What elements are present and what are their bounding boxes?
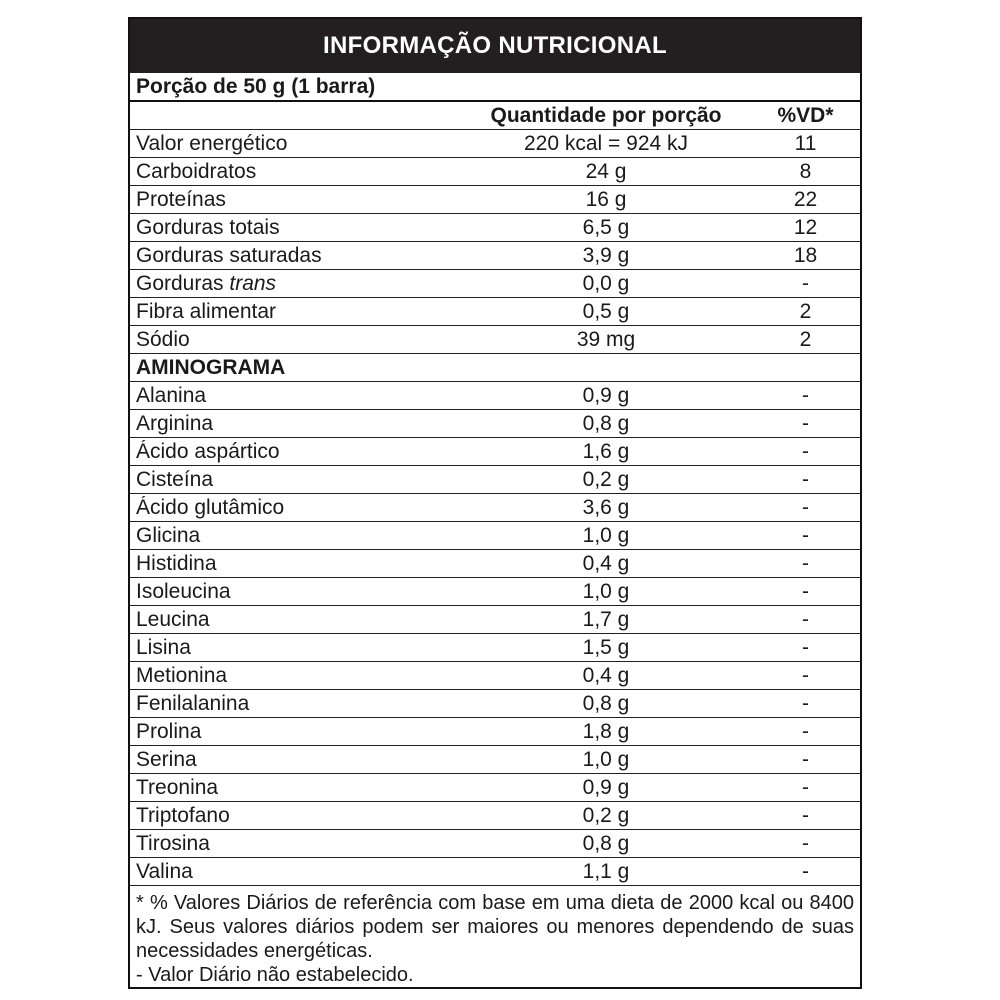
amino-name: Fenilalanina xyxy=(136,691,250,715)
portion-row xyxy=(130,73,860,102)
nutrient-vd: 2 xyxy=(799,327,812,351)
aminogram-title: AMINOGRAMA xyxy=(136,355,286,379)
amino-row xyxy=(130,438,860,466)
nutrient-row xyxy=(130,186,860,214)
amino-row xyxy=(130,410,860,438)
amino-name: Histidina xyxy=(136,551,217,575)
amino-name: Glicina xyxy=(136,523,201,547)
amino-row xyxy=(130,606,860,634)
nutrient-row xyxy=(130,298,860,326)
nutrient-vd: 22 xyxy=(793,187,818,211)
nutrient-vd: 11 xyxy=(794,131,817,155)
nutrient-qty: 16 g xyxy=(585,187,627,211)
nutrition-facts-panel xyxy=(128,17,862,989)
amino-qty: 1,8 g xyxy=(582,719,630,743)
nutrient-vd: 8 xyxy=(799,159,812,183)
amino-qty: 0,9 g xyxy=(582,383,630,407)
nutrient-qty: 220 kcal = 924 kJ xyxy=(523,131,689,155)
nutrient-name: Fibra alimentar xyxy=(136,299,277,323)
amino-row xyxy=(130,634,860,662)
nutrient-row xyxy=(130,158,860,186)
amino-vd: - xyxy=(802,635,809,659)
amino-qty: 0,8 g xyxy=(582,411,630,435)
column-header-row xyxy=(130,102,860,130)
amino-vd: - xyxy=(802,383,809,407)
amino-name: Isoleucina xyxy=(136,579,231,603)
amino-vd: - xyxy=(802,691,809,715)
amino-name: Arginina xyxy=(136,411,214,435)
aminogram-section-title xyxy=(130,354,860,382)
amino-qty: 0,8 g xyxy=(582,691,630,715)
footnote xyxy=(130,886,860,987)
nutrient-qty: 39 mg xyxy=(576,327,636,351)
amino-vd: - xyxy=(802,803,809,827)
amino-name: Valina xyxy=(136,859,193,883)
amino-vd: - xyxy=(802,747,809,771)
amino-name: Prolina xyxy=(136,719,202,743)
nutrient-qty: 0,0 g xyxy=(582,271,630,295)
nutrient-name: Carboidratos xyxy=(136,159,257,183)
amino-row xyxy=(130,550,860,578)
amino-qty: 0,2 g xyxy=(582,467,630,491)
amino-vd: - xyxy=(802,579,809,603)
nutrient-name-plain: Gorduras xyxy=(136,271,230,295)
amino-name: Cisteína xyxy=(136,467,214,491)
amino-name: Ácido aspártico xyxy=(136,439,280,463)
amino-row xyxy=(130,522,860,550)
amino-qty: 0,8 g xyxy=(582,831,630,855)
amino-qty: 0,9 g xyxy=(582,775,630,799)
amino-vd: - xyxy=(802,467,809,491)
amino-row xyxy=(130,858,860,886)
amino-vd: - xyxy=(802,439,809,463)
nutrient-name: Gorduras totais xyxy=(136,215,280,239)
amino-qty: 1,5 g xyxy=(582,635,630,659)
amino-row xyxy=(130,746,860,774)
amino-row xyxy=(130,802,860,830)
amino-vd: - xyxy=(802,859,809,883)
amino-name: Ácido glutâmico xyxy=(136,495,285,519)
amino-vd: - xyxy=(802,551,809,575)
column-header-vd: %VD* xyxy=(777,103,834,127)
amino-row xyxy=(130,830,860,858)
amino-vd: - xyxy=(802,831,809,855)
nutrient-qty: 3,9 g xyxy=(582,243,630,267)
amino-row xyxy=(130,382,860,410)
panel-title: INFORMAÇÃO NUTRICIONAL xyxy=(130,19,860,73)
amino-row xyxy=(130,466,860,494)
amino-name: Triptofano xyxy=(136,803,230,827)
nutrient-row xyxy=(130,214,860,242)
amino-name: Lisina xyxy=(136,635,191,659)
nutrient-row xyxy=(130,130,860,158)
nutrient-row xyxy=(130,242,860,270)
amino-qty: 0,2 g xyxy=(582,803,630,827)
nutrient-name xyxy=(130,272,461,296)
amino-row xyxy=(130,774,860,802)
amino-qty: 1,0 g xyxy=(582,579,630,603)
amino-vd: - xyxy=(802,411,809,435)
nutrient-name: Proteínas xyxy=(136,187,226,211)
column-header-quantity: Quantidade por porção xyxy=(490,103,722,127)
nutrient-vd: 12 xyxy=(793,215,818,239)
amino-qty: 0,4 g xyxy=(582,663,630,687)
nutrient-qty: 6,5 g xyxy=(582,215,630,239)
nutrient-vd: 18 xyxy=(793,243,818,267)
amino-vd: - xyxy=(802,495,809,519)
nutrient-qty: 0,5 g xyxy=(582,299,630,323)
amino-qty: 3,6 g xyxy=(582,495,630,519)
nutrient-row xyxy=(130,326,860,354)
amino-qty: 1,0 g xyxy=(582,747,630,771)
amino-name: Tirosina xyxy=(136,831,210,855)
footnote-reference-values: * % Valores Diários de referência com base em uma dieta de 2000 kcal ou 8400 kJ. Seus valores diários podem ser maiores ou menores dependendo de suas necessidades energéticas. xyxy=(136,892,854,962)
nutrient-vd: - xyxy=(802,271,809,295)
amino-row xyxy=(130,494,860,522)
amino-vd: - xyxy=(802,663,809,687)
nutrient-row xyxy=(130,270,860,298)
amino-qty: 1,6 g xyxy=(582,439,630,463)
amino-vd: - xyxy=(802,719,809,743)
nutrient-qty: 24 g xyxy=(585,159,627,183)
amino-name: Serina xyxy=(136,747,197,771)
nutrient-name-italic: trans xyxy=(229,271,277,295)
amino-name: Metionina xyxy=(136,663,228,687)
nutrient-vd: 2 xyxy=(799,299,812,323)
amino-row xyxy=(130,690,860,718)
amino-name: Alanina xyxy=(136,383,207,407)
nutrient-name: Sódio xyxy=(136,327,190,351)
amino-vd: - xyxy=(802,775,809,799)
portion-label: Porção de 50 g (1 barra) xyxy=(136,74,376,98)
nutrient-name: Gorduras saturadas xyxy=(136,243,322,267)
amino-row xyxy=(130,718,860,746)
nutrient-name: Valor energético xyxy=(136,131,288,155)
amino-qty: 1,1 g xyxy=(582,859,630,883)
amino-name: Treonina xyxy=(136,775,219,799)
amino-qty: 0,4 g xyxy=(582,551,630,575)
amino-vd: - xyxy=(802,523,809,547)
amino-qty: 1,7 g xyxy=(582,607,630,631)
amino-row xyxy=(130,662,860,690)
amino-name: Leucina xyxy=(136,607,210,631)
amino-row xyxy=(130,578,860,606)
amino-qty: 1,0 g xyxy=(582,523,630,547)
footnote-not-established: - Valor Diário não estabelecido. xyxy=(136,964,414,986)
amino-vd: - xyxy=(802,607,809,631)
